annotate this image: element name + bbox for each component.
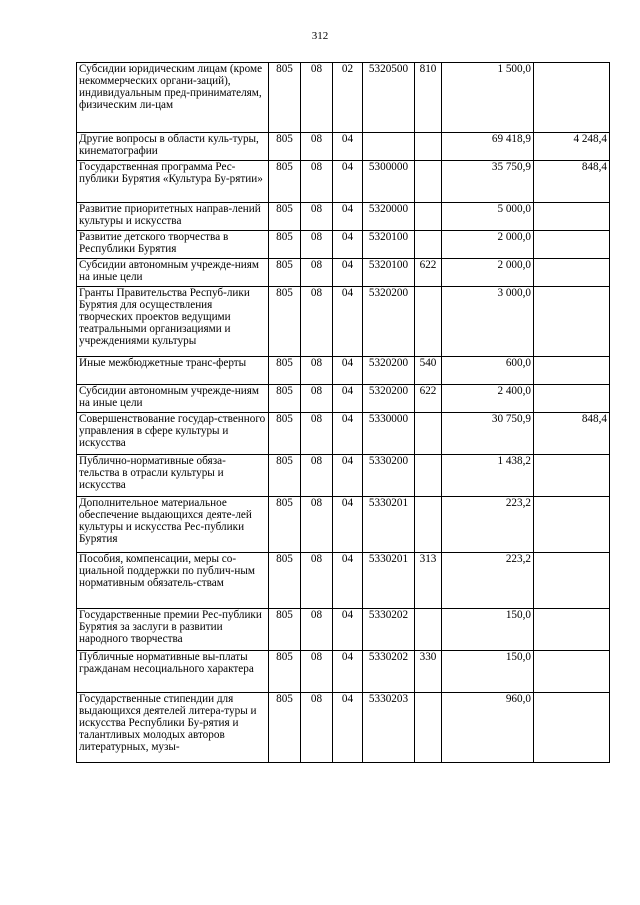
extra-value (534, 609, 610, 651)
row-name: Развитие приоритетных направ-лений культуры и искусства (77, 203, 269, 231)
extra-value (534, 651, 610, 693)
ministry-code: 805 (269, 287, 301, 357)
extra-value (534, 553, 610, 609)
row-name: Публичные нормативные вы-платы гражданам несоциального характера (77, 651, 269, 693)
sum-value: 3 000,0 (442, 287, 534, 357)
row-name: Субсидии автономным учрежде-ниям на иные цели (77, 259, 269, 287)
expense-type-code (415, 287, 442, 357)
table-row (77, 553, 610, 609)
sum-value: 35 750,9 (442, 161, 534, 203)
expense-type-code: 313 (415, 553, 442, 609)
target-code: 5320000 (363, 203, 415, 231)
subsection-code: 04 (333, 413, 363, 455)
target-code (363, 133, 415, 161)
ministry-code: 805 (269, 161, 301, 203)
expense-type-code (415, 609, 442, 651)
target-code: 5330000 (363, 413, 415, 455)
target-code: 5320100 (363, 259, 415, 287)
section-code: 08 (301, 497, 333, 553)
sum-value: 150,0 (442, 609, 534, 651)
ministry-code: 805 (269, 693, 301, 763)
sum-value: 1 500,0 (442, 63, 534, 133)
ministry-code: 805 (269, 133, 301, 161)
row-name: Государственные премии Рес-публики Бурятия за заслуги в развитии народного творчества (77, 609, 269, 651)
sum-value: 30 750,9 (442, 413, 534, 455)
expense-type-code: 622 (415, 385, 442, 413)
extra-value (534, 259, 610, 287)
section-code: 08 (301, 231, 333, 259)
extra-value (534, 357, 610, 385)
target-code: 5320200 (363, 287, 415, 357)
section-code: 08 (301, 259, 333, 287)
subsection-code: 04 (333, 161, 363, 203)
sum-value: 2 400,0 (442, 385, 534, 413)
page-number: 312 (311, 30, 329, 42)
sum-value: 69 418,9 (442, 133, 534, 161)
section-code: 08 (301, 693, 333, 763)
extra-value: 4 248,4 (534, 133, 610, 161)
section-code: 08 (301, 357, 333, 385)
target-code: 5330202 (363, 651, 415, 693)
sum-value: 960,0 (442, 693, 534, 763)
extra-value (534, 287, 610, 357)
ministry-code: 805 (269, 455, 301, 497)
table-row (77, 385, 610, 413)
expense-type-code: 810 (415, 63, 442, 133)
subsection-code: 04 (333, 651, 363, 693)
subsection-code: 04 (333, 287, 363, 357)
sum-value: 223,2 (442, 553, 534, 609)
sum-value: 600,0 (442, 357, 534, 385)
target-code: 5330201 (363, 553, 415, 609)
subsection-code: 02 (333, 63, 363, 133)
expense-type-code: 330 (415, 651, 442, 693)
sum-value: 223,2 (442, 497, 534, 553)
ministry-code: 805 (269, 63, 301, 133)
table-row (77, 63, 610, 133)
expense-type-code (415, 455, 442, 497)
table-row (77, 693, 610, 763)
row-name: Иные межбюджетные транс-ферты (77, 357, 269, 385)
sum-value: 150,0 (442, 651, 534, 693)
table-row (77, 203, 610, 231)
budget-table (76, 62, 610, 763)
extra-value: 848,4 (534, 161, 610, 203)
extra-value: 848,4 (534, 413, 610, 455)
target-code: 5300000 (363, 161, 415, 203)
subsection-code: 04 (333, 693, 363, 763)
sum-value: 2 000,0 (442, 231, 534, 259)
expense-type-code (415, 497, 442, 553)
table-row (77, 133, 610, 161)
expense-type-code (415, 413, 442, 455)
target-code: 5320200 (363, 357, 415, 385)
ministry-code: 805 (269, 609, 301, 651)
subsection-code: 04 (333, 357, 363, 385)
row-name: Государственная программа Рес-публики Бурятия «Культура Бу-рятии» (77, 161, 269, 203)
target-code: 5330200 (363, 455, 415, 497)
row-name: Развитие детского творчества в Республики Бурятия (77, 231, 269, 259)
section-code: 08 (301, 455, 333, 497)
ministry-code: 805 (269, 651, 301, 693)
expense-type-code: 540 (415, 357, 442, 385)
expense-type-code: 622 (415, 259, 442, 287)
subsection-code: 04 (333, 231, 363, 259)
section-code: 08 (301, 413, 333, 455)
section-code: 08 (301, 609, 333, 651)
subsection-code: 04 (333, 553, 363, 609)
target-code: 5320500 (363, 63, 415, 133)
target-code: 5320200 (363, 385, 415, 413)
extra-value (534, 63, 610, 133)
table-row (77, 651, 610, 693)
subsection-code: 04 (333, 497, 363, 553)
row-name: Другие вопросы в области куль-туры, кинематографии (77, 133, 269, 161)
table-row (77, 455, 610, 497)
table-row (77, 609, 610, 651)
sum-value: 2 000,0 (442, 259, 534, 287)
table-row (77, 413, 610, 455)
section-code: 08 (301, 385, 333, 413)
extra-value (534, 231, 610, 259)
ministry-code: 805 (269, 413, 301, 455)
ministry-code: 805 (269, 357, 301, 385)
ministry-code: 805 (269, 259, 301, 287)
row-name: Совершенствование государ-ственного управления в сфере культуры и искусства (77, 413, 269, 455)
expense-type-code (415, 133, 442, 161)
expense-type-code (415, 231, 442, 259)
sum-value: 1 438,2 (442, 455, 534, 497)
table-row (77, 161, 610, 203)
sum-value: 5 000,0 (442, 203, 534, 231)
target-code: 5320100 (363, 231, 415, 259)
section-code: 08 (301, 651, 333, 693)
table-row (77, 231, 610, 259)
section-code: 08 (301, 203, 333, 231)
section-code: 08 (301, 287, 333, 357)
ministry-code: 805 (269, 385, 301, 413)
row-name: Государственные стипендии для выдающихся деятелей литера-туры и искусства Республики Бу-рятия и талантливых молодых авторов литературных, музы- (77, 693, 269, 763)
section-code: 08 (301, 63, 333, 133)
extra-value (534, 497, 610, 553)
expense-type-code (415, 203, 442, 231)
target-code: 5330203 (363, 693, 415, 763)
subsection-code: 04 (333, 259, 363, 287)
row-name: Гранты Правительства Респуб-лики Бурятия для осуществления творческих проектов ведущими театральными организациями и учреждениями культуры (77, 287, 269, 357)
row-name: Субсидии автономным учрежде-ниям на иные цели (77, 385, 269, 413)
extra-value (534, 455, 610, 497)
subsection-code: 04 (333, 385, 363, 413)
ministry-code: 805 (269, 553, 301, 609)
row-name: Дополнительное материальное обеспечение выдающихся деяте-лей культуры и искусства Рес-публики Бурятия (77, 497, 269, 553)
section-code: 08 (301, 161, 333, 203)
table-row (77, 497, 610, 553)
section-code: 08 (301, 133, 333, 161)
subsection-code: 04 (333, 609, 363, 651)
extra-value (534, 693, 610, 763)
target-code: 5330201 (363, 497, 415, 553)
section-code: 08 (301, 553, 333, 609)
subsection-code: 04 (333, 455, 363, 497)
table-row (77, 287, 610, 357)
table-row (77, 259, 610, 287)
table-row (77, 357, 610, 385)
extra-value (534, 203, 610, 231)
expense-type-code (415, 693, 442, 763)
ministry-code: 805 (269, 203, 301, 231)
row-name: Публично-нормативные обяза-тельства в отрасли культуры и искусства (77, 455, 269, 497)
subsection-code: 04 (333, 133, 363, 161)
row-name: Пособия, компенсации, меры со-циальной поддержки по публич-ным нормативным обязатель-ствам (77, 553, 269, 609)
extra-value (534, 385, 610, 413)
subsection-code: 04 (333, 203, 363, 231)
expense-type-code (415, 161, 442, 203)
row-name: Субсидии юридическим лицам (кроме некоммерческих органи-заций), индивидуальным пред-принимателям, физическим ли-цам (77, 63, 269, 133)
target-code: 5330202 (363, 609, 415, 651)
ministry-code: 805 (269, 231, 301, 259)
ministry-code: 805 (269, 497, 301, 553)
